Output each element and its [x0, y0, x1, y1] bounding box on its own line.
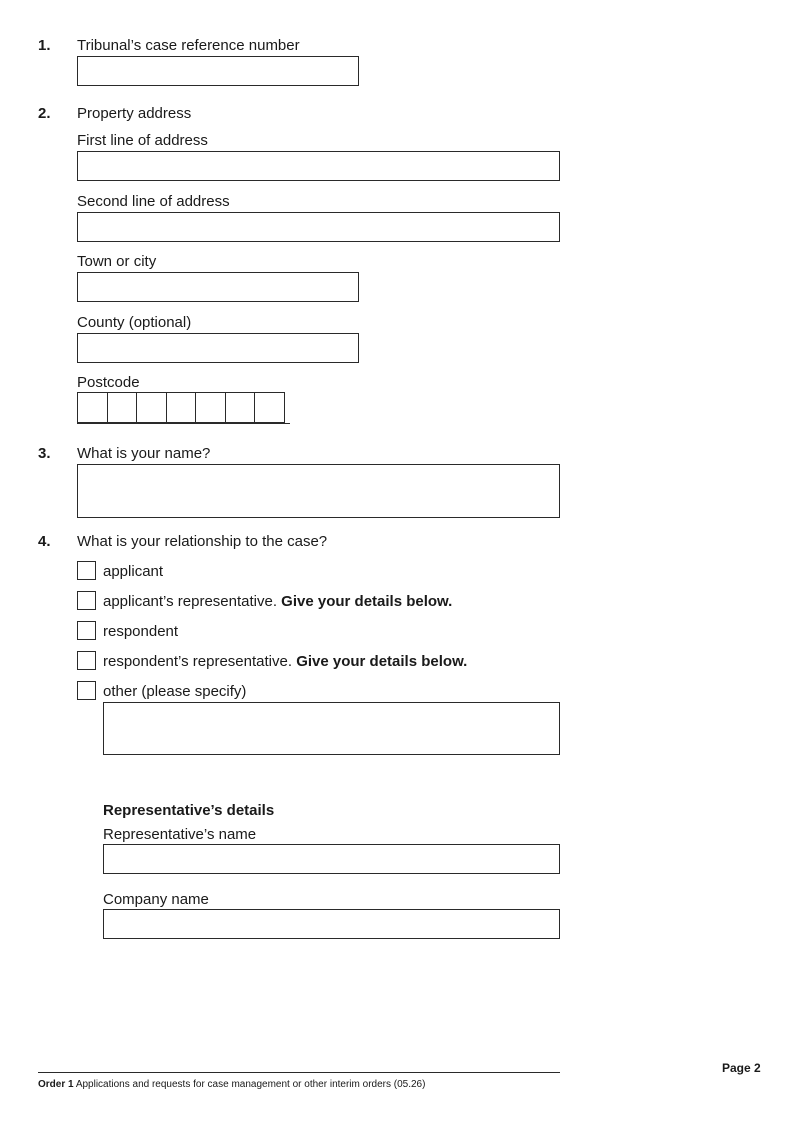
give-details-note: Give your details below. [281, 593, 453, 610]
question-4-number: 4. [38, 533, 51, 550]
town-field[interactable] [77, 272, 359, 302]
postcode-cell[interactable] [225, 392, 256, 423]
applicant-option-label: applicant [103, 563, 164, 580]
company-name-field[interactable] [103, 909, 560, 939]
your-name-field[interactable] [77, 464, 560, 518]
other-specify-field[interactable] [103, 702, 560, 755]
question-2-number: 2. [38, 105, 51, 122]
respondent-checkbox[interactable] [77, 621, 96, 640]
postcode-cell[interactable] [166, 392, 197, 423]
property-address-label: Property address [77, 105, 192, 122]
postcode-field[interactable] [77, 392, 284, 423]
county-field[interactable] [77, 333, 359, 363]
other-option-label: other (please specify) [103, 683, 247, 700]
footer-rule [38, 1072, 560, 1073]
footer-form-title: Order 1 Applications and requests for case management or other interim orders (05.26) [38, 1079, 426, 1090]
applicant-representative-option-label: applicant’s representative. Give your details below. [103, 593, 453, 610]
applicant-checkbox[interactable] [77, 561, 96, 580]
representative-name-label: Representative’s name [103, 826, 257, 843]
other-checkbox[interactable] [77, 681, 96, 700]
respondent-option-label: respondent [103, 623, 179, 640]
company-name-label: Company name [103, 891, 209, 908]
address-line2-label: Second line of address [77, 193, 230, 210]
postcode-cell[interactable] [195, 392, 226, 423]
representative-details-heading: Representative’s details [103, 802, 275, 819]
page-number: Page 2 [722, 1061, 761, 1075]
give-details-note: Give your details below. [296, 653, 468, 670]
address-line1-field[interactable] [77, 151, 560, 181]
postcode-label: Postcode [77, 374, 140, 391]
postcode-cell[interactable] [77, 392, 108, 423]
county-label: County (optional) [77, 314, 192, 331]
respondent-representative-checkbox[interactable] [77, 651, 96, 670]
question-1-number: 1. [38, 37, 51, 54]
representative-name-field[interactable] [103, 844, 560, 874]
postcode-cell[interactable] [136, 392, 167, 423]
address-line2-field[interactable] [77, 212, 560, 242]
postcode-cell[interactable] [254, 392, 285, 423]
applicant-representative-checkbox[interactable] [77, 591, 96, 610]
respondent-representative-option-label: respondent’s representative. Give your details below. [103, 653, 468, 670]
footer-form-code: Order 1 [38, 1079, 74, 1090]
case-reference-label: Tribunal’s case reference number [77, 37, 300, 54]
relationship-label: What is your relationship to the case? [77, 533, 328, 550]
postcode-underline [77, 423, 290, 424]
your-name-label: What is your name? [77, 445, 211, 462]
postcode-cell[interactable] [107, 392, 138, 423]
address-line1-label: First line of address [77, 132, 208, 149]
question-3-number: 3. [38, 445, 51, 462]
case-reference-field[interactable] [77, 56, 359, 86]
town-label: Town or city [77, 253, 157, 270]
